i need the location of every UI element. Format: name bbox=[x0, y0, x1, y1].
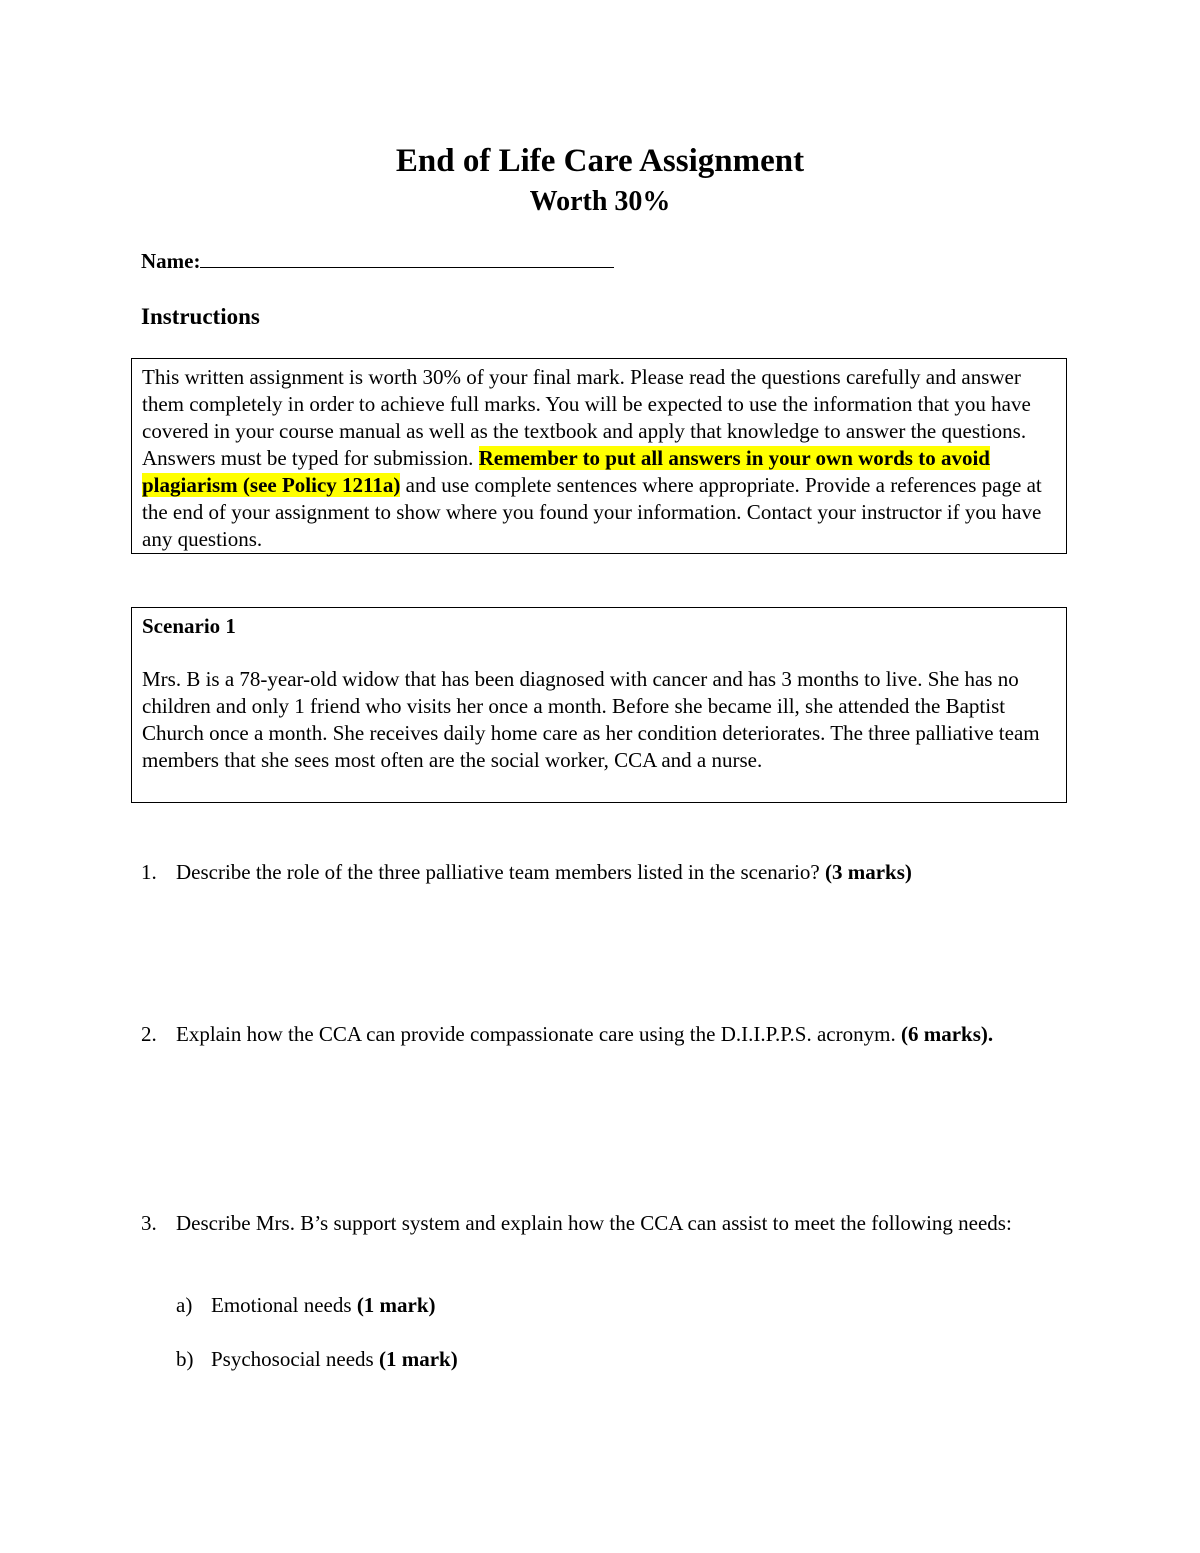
instructions-highlight: Remember to put all answers in your own words to avoid plagiarism (see Policy 1211a) bbox=[142, 446, 990, 497]
question-3-subitem-a bbox=[176, 1291, 436, 1319]
subitem-marks: (1 mark) bbox=[378, 1347, 458, 1371]
subitem-letter: b) bbox=[176, 1347, 194, 1371]
question-number: 3. bbox=[141, 1211, 157, 1235]
scenario-box bbox=[131, 607, 1067, 803]
question-marks: (3 marks) bbox=[825, 860, 912, 884]
question-3-subitem-b bbox=[176, 1345, 458, 1373]
question-text: Describe Mrs. B’s support system and explain how the CCA can assist to meet the following needs: bbox=[176, 1211, 1012, 1235]
name-label: Name: bbox=[141, 249, 201, 273]
instructions-text-part1: This written assignment is worth 30% of your final mark. Please read the questions carefully and answer them completely in order to achieve full marks. You will be expected to use the information that you have covered in your course manual as well as the textbook and apply that knowledge to answer the questions. Answers must be typed for submission. bbox=[142, 365, 1031, 470]
instructions-text-part2: and use complete sentences where appropriate. Provide a references page at the end of your assignment to show where you found your information. Contact your instructor if you have any questions. bbox=[142, 473, 1042, 551]
question-text: Explain how the CCA can provide compassionate care using the D.I.I.P.P.S. acronym. (6 marks). bbox=[176, 1022, 994, 1046]
subitem-text: Psychosocial needs bbox=[211, 1347, 379, 1371]
instructions-box bbox=[131, 358, 1067, 554]
question-text: Describe the role of the three palliative team members listed in the scenario? (3 marks) bbox=[176, 860, 912, 884]
subitem-marks: (1 mark) bbox=[356, 1293, 436, 1317]
name-blank-line bbox=[200, 249, 614, 268]
name-field bbox=[141, 247, 614, 275]
question-number: 1. bbox=[141, 860, 157, 884]
document-title: End of Life Care Assignment bbox=[395, 143, 805, 179]
question-number: 2. bbox=[141, 1022, 157, 1046]
question-marks: (6 marks). bbox=[900, 1022, 994, 1046]
subitem-text: Emotional needs bbox=[211, 1293, 357, 1317]
document-subtitle: Worth 30% bbox=[529, 186, 671, 217]
scenario-title: Scenario 1 bbox=[142, 614, 236, 638]
instructions-heading: Instructions bbox=[141, 304, 260, 329]
subitem-letter: a) bbox=[176, 1293, 193, 1317]
scenario-text: Mrs. B is a 78-year-old widow that has been diagnosed with cancer and has 3 months to live. She has no children and only 1 friend who visits her once a month. Before she became ill, she attended the Baptist Church once a month. She receives daily home care as her condition deteriorates. The three palliative team members that she sees most often are the social worker, CCA and a nurse. bbox=[142, 667, 1040, 772]
